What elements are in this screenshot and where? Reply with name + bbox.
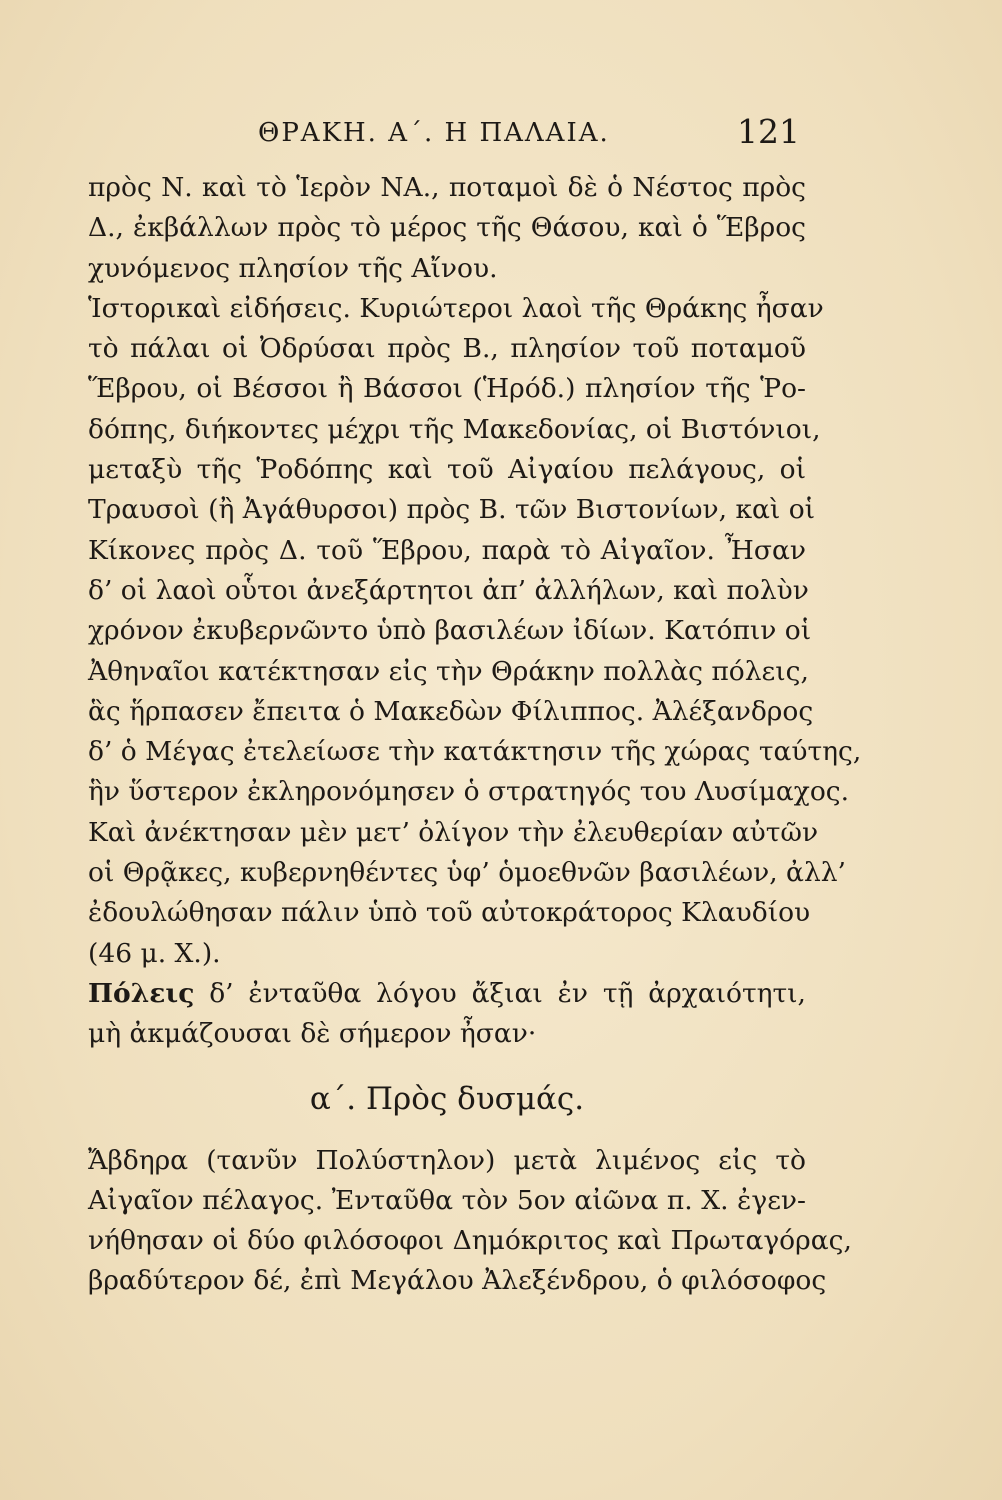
text-line: οἱ Θρᾷκες, κυβερνηθέντες ὑφ’ ὁμοεθνῶν βασιλέων, ἀλλ’: [88, 857, 846, 889]
text-line: δ’ οἱ λαοὶ οὗτοι ἀνεξάρτητοι ἀπ’ ἀλλήλων, καὶ πολὺν: [88, 574, 809, 606]
text-line: Ἱστορικαὶ εἰδήσεις. Κυριώτεροι λαοὶ τῆς Θράκης ἦσαν: [88, 292, 824, 324]
text-line: τὸ πάλαι οἱ Ὀδρύσαι πρὸς Β., πλησίον τοῦ ποταμοῦ: [88, 333, 806, 365]
text-line: Πόλεις δ’ ἐνταῦθα λόγου ἄξιαι ἐν τῇ ἀρχαιότητι,: [88, 977, 806, 1009]
text-line: πρὸς Ν. καὶ τὸ Ἱερὸν ΝΑ., ποταμοὶ δὲ ὁ Νέστος πρὸς: [88, 172, 806, 203]
text-line: ἃς ἥρπασεν ἔπειτα ὁ Μακεδὼν Φίλιππος. Ἀλέξανδρος: [88, 695, 814, 727]
text-line: Καὶ ἀνέκτησαν μὲν μετ’ ὀλίγον τὴν ἐλευθερίαν αὐτῶν: [88, 816, 819, 848]
text-line: Ἄβδηρα (τανῦν Πολύστηλον) μετὰ λιμένος εἰς τὸ: [88, 1144, 806, 1176]
text-line: ἐδουλώθησαν πάλιν ὑπὸ τοῦ αὐτοκράτορος Κλαυδίου: [88, 897, 811, 929]
bold-lead-word: Πόλεις: [88, 977, 195, 1009]
text-line: Τραυσοὶ (ἢ Ἀγάθυρσοι) πρὸς Β. τῶν Βιστονίων, καὶ οἱ: [88, 494, 816, 526]
section-heading: α΄. Πρὸς δυσμάς.: [309, 1080, 585, 1117]
paragraph-history: [88, 289, 862, 974]
text-line: Αἰγαῖον πέλαγος. Ἐνταῦθα τὸν 5ον αἰῶνα π. Χ. ἐγεν-: [88, 1184, 806, 1216]
page-header: [88, 112, 800, 152]
text-line: χυνόμενος πλησίον τῆς Αἴνου.: [88, 252, 498, 284]
text-line: βραδύτερον δέ, ἐπὶ Μεγάλου Ἀλεξένδρου, ὁ φιλόσοφος: [88, 1265, 827, 1297]
text-line: ἣν ὕστερον ἐκληρονόμησεν ὁ στρατηγός του Λυσίμαχος.: [88, 776, 850, 808]
paragraph-poleis: [88, 974, 806, 1055]
text-line: δόπης, διήκοντες μέχρι τῆς Μακεδονίας, οἱ Βιστόνιοι,: [88, 413, 821, 445]
text-line: Ἕβρου, οἱ Βέσσοι ἢ Βάσσοι (Ἡρόδ.) πλησίον τῆς Ῥο-: [88, 373, 806, 405]
paragraph-geography: [88, 168, 806, 289]
running-title: ΘΡΑΚΗ. Α΄. Η ΠΑΛΑΙΑ.: [258, 118, 610, 148]
page-body: [88, 168, 862, 1302]
text-line: μεταξὺ τῆς Ῥοδόπης καὶ τοῦ Αἰγαίου πελάγους, οἱ: [88, 454, 806, 486]
text-line: Δ., ἐκβάλλων πρὸς τὸ μέρος τῆς Θάσου, καὶ ὁ Ἕβρος: [88, 212, 806, 244]
text-line: Ἀθηναῖοι κατέκτησαν εἰς τὴν Θράκην πολλὰς πόλεις,: [88, 655, 809, 687]
page-number: 121: [737, 112, 800, 151]
text-line: μὴ ἀκμάζουσαι δὲ σήμερον ἦσαν·: [88, 1018, 537, 1050]
text-line: (46 μ. Χ.).: [88, 937, 221, 969]
text-line: χρόνον ἐκυβερνῶντο ὑπὸ βασιλέων ἰδίων. Κατόπιν οἱ: [88, 615, 812, 647]
paragraph-abdera: [88, 1141, 852, 1302]
text-line: δ’ ὁ Μέγας ἐτελείωσε τὴν κατάκτησιν τῆς χώρας ταύτης,: [88, 736, 862, 768]
text-line: νήθησαν οἱ δύο φιλόσοφοι Δημόκριτος καὶ Πρωταγόρας,: [88, 1225, 852, 1257]
text-line: Κίκονες πρὸς Δ. τοῦ Ἕβρου, παρὰ τὸ Αἰγαῖον. Ἦσαν: [88, 534, 806, 566]
